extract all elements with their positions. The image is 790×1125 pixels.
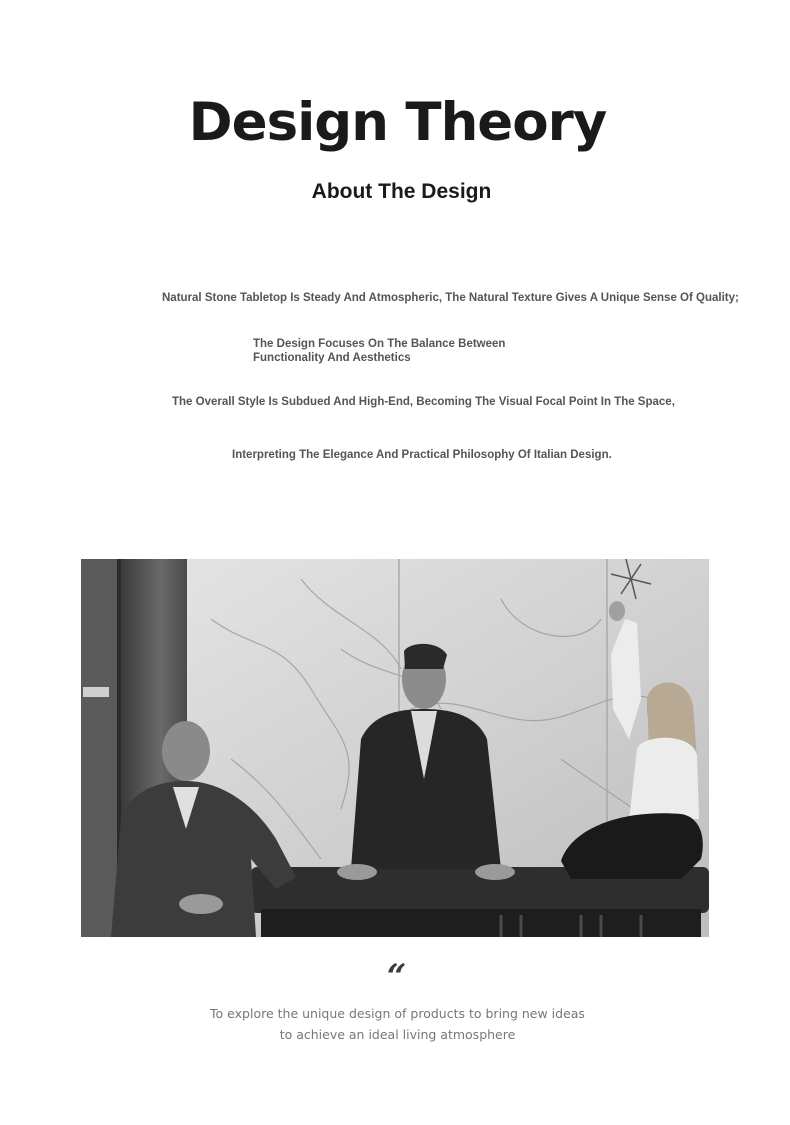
designers-photo — [81, 559, 709, 937]
quote-mark-icon: “ — [386, 957, 407, 997]
description-line-3: The Overall Style Is Subdued And High-End, Becoming The Visual Focal Point In The Space, — [172, 396, 675, 408]
description-line-4: Interpreting The Elegance And Practical Philosophy Of Italian Design. — [232, 449, 612, 461]
description-line-2: The Design Focuses On The Balance Between Functionality And Aesthetics — [253, 338, 506, 364]
page-subtitle: About The Design — [311, 180, 492, 203]
quote-text — [0, 1003, 790, 1045]
description-line-1: Natural Stone Tabletop Is Steady And Atmospheric, The Natural Texture Gives A Unique Sense Of Quality; — [162, 292, 739, 304]
page-title: Design Theory — [188, 92, 607, 153]
quote-line-2: to achieve an ideal living atmosphere — [279, 1027, 516, 1042]
quote-line-1: To explore the unique design of products to bring new ideas — [210, 1006, 585, 1021]
